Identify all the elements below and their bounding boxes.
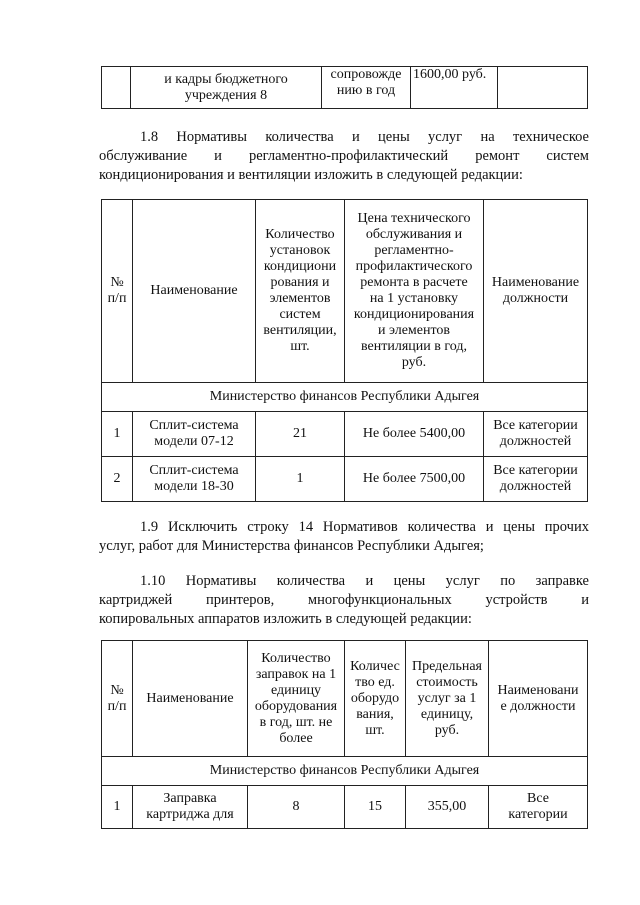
top-table-unit-line1: сопровожде (330, 67, 402, 82)
row-name-line2: модели 18-30 (154, 479, 234, 494)
row-price: Не более 7500,00 (345, 457, 484, 502)
table-row (102, 412, 588, 457)
table-1-8-group-row (102, 383, 588, 412)
header-position-line2: должности (502, 291, 569, 306)
header-qty-line: рования и (270, 275, 330, 290)
header-price-line: кондиционирования (353, 307, 475, 322)
row-name-line1: Сплит-система (149, 418, 239, 433)
top-table (101, 66, 588, 109)
header-price-line: профилактического (355, 259, 473, 274)
row-position-line2: должностей (499, 434, 572, 449)
row-qty: 21 (256, 412, 345, 457)
paragraph-1-10-line2: картриджей принтеров, многофункциональных устройств и (99, 592, 589, 608)
table-1-8 (101, 199, 588, 502)
paragraph-1-8-line2: обслуживание и регламентно-профилактический ремонт систем (99, 148, 589, 164)
header-num-line2: п/п (107, 698, 127, 714)
paragraph-1-10-line1: 1.10 Нормативы количества и цены услуг по заправке (140, 573, 589, 589)
table-row (102, 457, 588, 502)
top-table-unit-line2: нию в год (336, 83, 396, 98)
header-position-line1: Наименовани (497, 682, 579, 698)
row-name-line2: картриджа для (146, 807, 234, 822)
header-price-line: Предельная (412, 658, 482, 674)
header-price-line: обслуживания и (365, 227, 463, 242)
header-units-line: Количес (350, 658, 400, 674)
header-price-line: стоимость (416, 674, 478, 690)
header-qty-line: установок (269, 243, 331, 258)
header-qty-line: шт. (290, 339, 310, 354)
top-table-price: 1600,00 руб. (413, 67, 487, 82)
header-units-line: вания, (356, 706, 394, 722)
row-name-line1: Заправка (163, 791, 217, 806)
row-units: 15 (345, 786, 406, 829)
top-table-name-line1: и кадры бюджетного (164, 71, 288, 87)
row-price: 355,00 (406, 786, 489, 829)
table-1-8-header-num (102, 200, 133, 383)
header-qty-line: систем (279, 307, 321, 322)
row-position-line2: должностей (499, 479, 572, 494)
header-qty-line: кондициони (263, 259, 337, 274)
header-name: Наименование (150, 283, 238, 298)
header-num-line2: п/п (107, 291, 127, 306)
top-table-name-cell (131, 67, 322, 109)
row-num: 2 (102, 457, 133, 502)
table-1-8-header-qty (256, 200, 345, 383)
header-position-line2: е должности (500, 698, 576, 714)
table-1-10-header-name (133, 641, 248, 757)
header-units-line: оборудо (350, 690, 400, 706)
header-price-line: услуг за 1 (417, 690, 477, 706)
header-refills-line: заправок на 1 (255, 666, 337, 682)
table-1-10 (101, 640, 588, 829)
row-position (484, 457, 588, 502)
paragraph-1-10 (99, 572, 589, 629)
row-position (489, 786, 588, 829)
row-num: 1 (102, 412, 133, 457)
header-price-line: Цена технического (357, 211, 471, 226)
row-position-line2: категории (508, 807, 568, 822)
header-refills-line: оборудования (254, 698, 338, 714)
header-refills-line: Количество (261, 650, 331, 666)
row-position-line1: Все категории (493, 463, 578, 478)
header-name: Наименование (146, 690, 234, 706)
row-name (133, 412, 256, 457)
table-1-10-group-row (102, 757, 588, 786)
table-1-10-header-price (406, 641, 489, 757)
header-units-line: шт. (365, 722, 385, 738)
header-refills-line: единицу (270, 682, 322, 698)
table-1-8-header-name (133, 200, 256, 383)
row-num: 1 (102, 786, 133, 829)
top-table-name-line2: учреждения 8 (184, 87, 268, 103)
header-price-line: вентиляции в год, (361, 339, 467, 354)
row-qty: 1 (256, 457, 345, 502)
paragraph-1-9-line1: 1.9 Исключить строку 14 Нормативов количества и цены прочих (140, 519, 589, 535)
top-table-unit-cell (322, 67, 411, 109)
row-name (133, 786, 248, 829)
paragraph-1-10-line3: копировальных аппаратов изложить в следующей редакции: (99, 611, 472, 627)
header-price-line: единицу, (420, 706, 474, 722)
header-refills-line: более (279, 730, 313, 746)
table-1-10-header-position (489, 641, 588, 757)
header-position-line1: Наименование (491, 275, 580, 290)
header-num-line1: № (110, 275, 124, 290)
header-price-line: ремонта в расчете (360, 275, 468, 290)
table-1-8-header-position (484, 200, 588, 383)
paragraph-1-8-line1: 1.8 Нормативы количества и цены услуг на техническое (140, 129, 589, 145)
paragraph-1-9 (99, 518, 589, 556)
table-1-10-header-row (102, 641, 588, 757)
row-name (133, 457, 256, 502)
table-row (102, 786, 588, 829)
table-1-10-group-label: Министерство финансов Республики Адыгея (102, 757, 588, 786)
header-price-line: и элементов (377, 323, 451, 338)
header-price-line: руб. (434, 722, 460, 738)
header-qty-line: Количество (265, 227, 335, 242)
header-qty-line: элементов (269, 291, 331, 306)
row-price: Не более 5400,00 (345, 412, 484, 457)
row-position-line1: Все (527, 791, 549, 806)
paragraph-1-8-line3: кондиционирования и вентиляции изложить в следующей редакции: (99, 167, 523, 183)
paragraph-1-8 (99, 128, 589, 185)
table-1-8-header-row (102, 200, 588, 383)
table-1-8-group-label: Министерство финансов Республики Адыгея (102, 383, 588, 412)
row-position (484, 412, 588, 457)
row-name-line2: модели 07-12 (154, 434, 234, 449)
row-position-line1: Все категории (493, 418, 578, 433)
header-price-line: на 1 установку (369, 291, 459, 306)
table-1-10-header-units (345, 641, 406, 757)
header-num-line1: № (110, 682, 124, 698)
top-table-num-cell (102, 67, 131, 109)
top-table-empty-cell (498, 67, 588, 109)
top-table-price-cell (411, 67, 498, 109)
header-price-line: регламентно- (374, 243, 454, 258)
table-1-10-header-num (102, 641, 133, 757)
header-qty-line: вентиляции, (263, 323, 337, 338)
row-refills: 8 (248, 786, 345, 829)
row-name-line1: Сплит-система (149, 463, 239, 478)
header-price-line: руб. (401, 355, 427, 370)
header-refills-line: в год, шт. не (259, 714, 333, 730)
paragraph-1-9-line2: услуг, работ для Министерства финансов Республики Адыгея; (99, 538, 484, 554)
table-1-10-header-refills (248, 641, 345, 757)
table-1-8-header-price (345, 200, 484, 383)
header-units-line: тво ед. (355, 674, 395, 690)
